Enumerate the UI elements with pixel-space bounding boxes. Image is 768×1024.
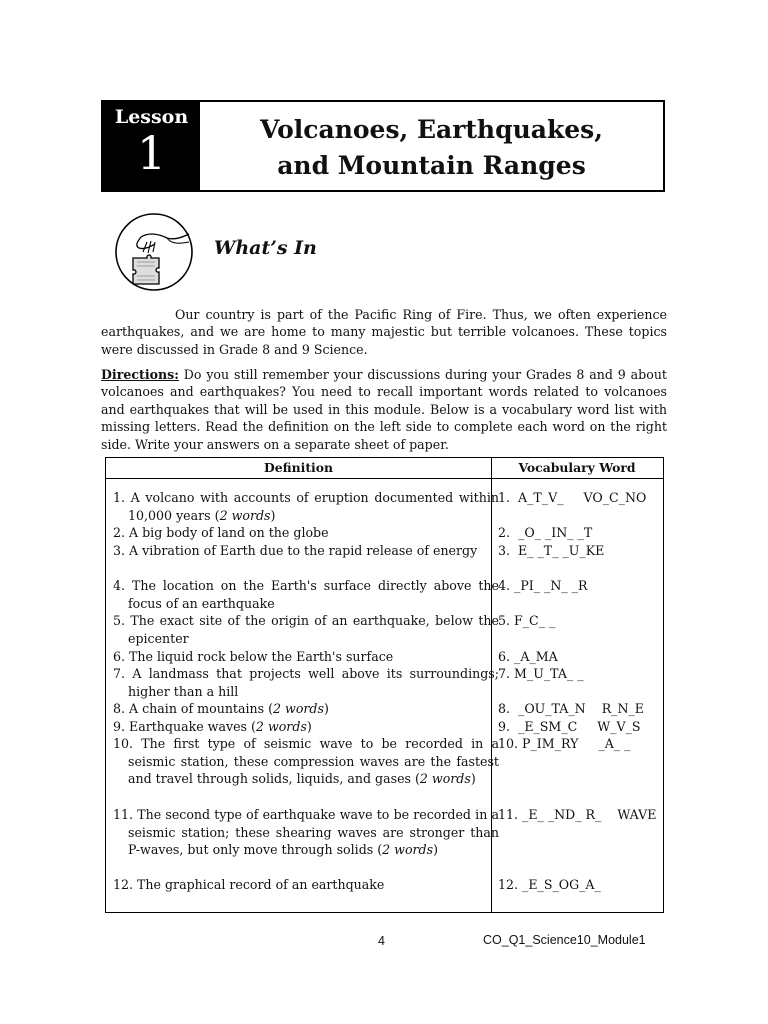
vocabulary-word-cell: 11. _E_ _ND_ R_ WAVE: [498, 807, 657, 822]
definition-cell: [113, 665, 499, 700]
definition-note: 2 words: [419, 771, 471, 786]
intro-paragraph: Our country is part of the Pacific Ring of Fire. Thus, we often experience earthquakes, and we are home to many majestic but terrible volcanoes. These topics were discussed in Grade 8 and 9 Science.: [101, 307, 667, 357]
definition-text: 11. The second type of earthquake wave to be recorded in a seismic station; these shearing waves are stronger than P-waves, but only move through solids: [113, 807, 499, 857]
vocabulary-word-cell: 6. _A_MA: [498, 649, 558, 664]
definition-text: 3. A vibration of Earth due to the rapid release of energy: [113, 543, 478, 558]
definition-header: Definition: [263, 460, 334, 475]
section-title: What’s In: [214, 237, 317, 259]
directions-text: Do you still remember your discussions during your Grades 8 and 9 about volcanoes and earthquakes? You need to recall important words related to volcanoes and earthquakes that will be used in this module. Below is a vocabulary word list with missing letters. Read the definition on the left side to complete each word on the right side. Write your answers on a separate sheet of paper.: [101, 367, 667, 452]
definition-text: 10. The first type of seismic wave to be recorded in a seismic station, these compression waves are the fastest and travel through solids, liquids, and gases: [113, 736, 499, 786]
definition-note: 2 words: [273, 701, 324, 716]
definition-text: 1. A volcano with accounts of eruption documented within 10,000 years: [113, 490, 499, 523]
vocabulary-word-cell: 10. P_IM_RY _A_ _: [498, 736, 631, 751]
vocabulary-word-header: Vocabulary Word: [518, 460, 636, 475]
definition-text: 7. A landmass that projects well above its surroundings; higher than a hill: [113, 666, 499, 699]
directions-paragraph: [101, 366, 667, 453]
vocabulary-word-cell: 12. _E_S_OG_A_: [498, 877, 601, 892]
lesson-header: [101, 100, 665, 192]
lesson-number: 1: [136, 126, 167, 180]
lesson-title-line2: and Mountain Ranges: [277, 151, 586, 180]
definition-cell: 8. A chain of mountains (2 words): [113, 701, 329, 716]
vocabulary-word-cell: 8. _OU_TA_N R_N_E: [498, 701, 644, 716]
definition-note: 2 words: [255, 719, 307, 734]
hand-puzzle-piece-icon: [111, 212, 197, 292]
lesson-title-line1: Volcanoes, Earthquakes,: [260, 115, 603, 144]
definition-text: 5. The exact site of the origin of an earthquake, below the epicenter: [113, 613, 499, 646]
definition-cell: [113, 648, 499, 666]
definition-cell: [113, 524, 499, 542]
vocabulary-word-cell: 4. _PI_ _N_ _R: [498, 578, 588, 593]
definition-cell: 9. Earthquake waves (2 words): [113, 719, 312, 734]
definition-text: 8. A chain of mountains: [113, 701, 265, 716]
definition-cell: [113, 612, 499, 647]
definition-text: 9. Earthquake waves: [113, 719, 247, 734]
page-number: 4: [378, 934, 385, 948]
definition-cell: [113, 542, 499, 560]
definition-cell: 1. A volcano with accounts of eruption documented within 10,000 years (2 words): [113, 490, 499, 523]
vocabulary-word-cell: 1. A_T_V_ VO_C_NO: [498, 490, 647, 505]
lesson-label: Lesson: [114, 106, 189, 128]
vocabulary-word-cell: 3. E_ _T_ _U_KE: [498, 543, 605, 558]
definition-text: 4. The location on the Earth's surface directly above the focus of an earthquake: [113, 578, 499, 611]
vocabulary-word-cell: 5. F_C_ _: [498, 613, 556, 628]
lesson-badge: [103, 102, 200, 190]
module-code: CO_Q1_Science10_Module1: [483, 933, 646, 947]
directions-label: Directions:: [101, 367, 179, 382]
vocabulary-word-cell: 9. _E_SM_C W_V_S: [498, 719, 641, 734]
definition-cell: 11. The second type of earthquake wave to be recorded in a seismic station; these shearing waves are stronger than P-waves, but only move through solids (2 words): [113, 807, 499, 857]
lesson-title: [200, 112, 663, 184]
vocabulary-word-cell: 7. M_U_TA_ _: [498, 666, 584, 681]
vocabulary-table: [105, 457, 664, 913]
vocabulary-word-cell: 2. _O_ _IN_ _T: [498, 525, 593, 540]
definition-text: 6. The liquid rock below the Earth's surface: [113, 649, 394, 664]
definition-cell: 10. The first type of seismic wave to be recorded in a seismic station, these compression waves are the fastest and travel through solids, liquids, and gases (2 words): [113, 736, 499, 786]
header-divider: [106, 478, 663, 479]
definition-note: 2 words: [219, 507, 271, 523]
definition-cell: [113, 577, 499, 612]
definition-text: 2. A big body of land on the globe: [113, 525, 329, 540]
definition-note: 2 words: [382, 842, 434, 857]
definition-text: 12. The graphical record of an earthquake: [113, 877, 385, 892]
definition-cell: [113, 876, 499, 894]
